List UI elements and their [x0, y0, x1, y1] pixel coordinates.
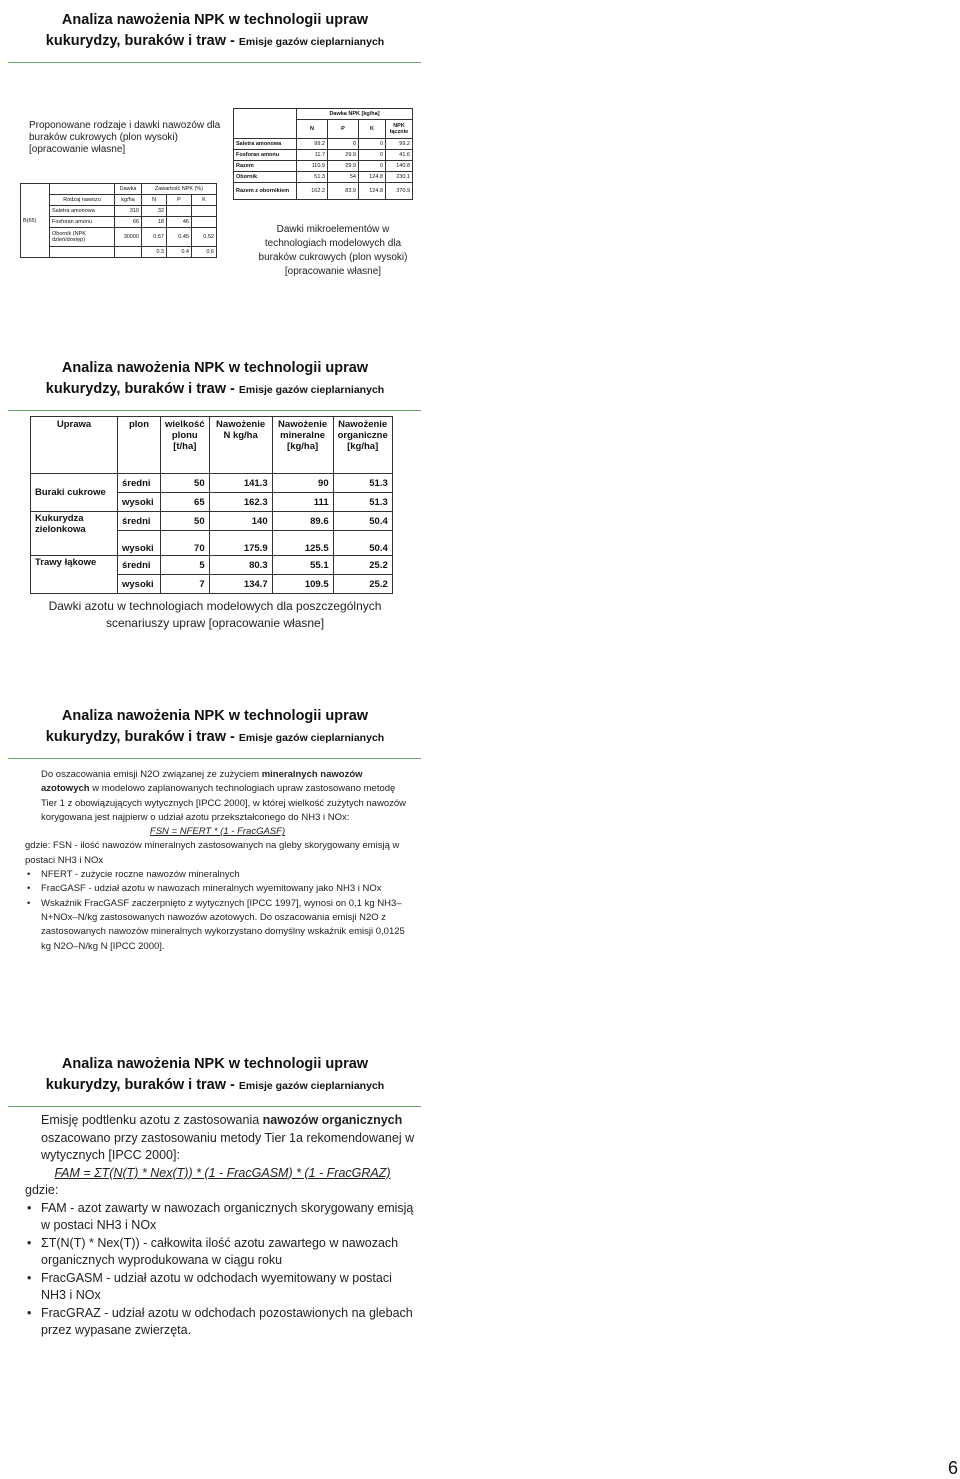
list-item: • Wskaźnik FracGASF zaczerpnięto z wytycznych [IPCC 1997], wynosi on 0,1 kg NH3–N+NOx–N/kg zastosowanych nawozów azotowych. Do oszacowania emisji N2O z zastosowanych nawozów mineralnych wykorzystano domyślny wskaźnik emisji 0,0125 kg N2O–N/kg N [IPCC 2000]. — [25, 897, 410, 954]
table-row: Kukurydza zielonkowa średni 50 140 89.6 50.4 — [31, 512, 393, 531]
title-divider — [8, 1106, 421, 1107]
table-row: wysoki 65 162.3 111 51.3 — [31, 493, 393, 512]
slide-title: Analiza nawożenia NPK w technologii upraw kukurydzy, buraków i traw - Emisje gazów cieplarnianych — [45, 708, 385, 745]
title-divider — [8, 410, 421, 411]
table-row: Fosforan amonu 66 18 46 — [21, 217, 217, 228]
formula-fsn: FSN = NFERT * (1 - FracGASF) — [149, 826, 286, 838]
nitrogen-dose-table: Uprawa plon wielkość plonu [t/ha] Nawożenie N kg/ha Nawożenie mineralne [kg/ha] Nawożenie organiczne [kg/ha] Buraki cukrowe średni 50 141.3 90 51.3 wysoki 65 162.3 111 51.3 Kukurydza zielonkowa średni 50 140 89.6 50.4 wysoki 70 175.9 125.5 50.4 Trawy łąkowe średni 5 80.3 55.1 25.2 wysoki 7 134.7 109.5 25.2 — [30, 416, 393, 594]
title-divider — [8, 758, 421, 759]
title-divider — [8, 62, 421, 63]
fertilizer-type-table: B(65) Dawka Zawartość NPK (%) Rodzaj nawozu kg/ha N P K Saletra amonowa 310 32 Fosforan amonu 66 18 46 Obornik (NPK dzień/dostęp) 30000 0.57 0.45 0.52 0.3 0.4 0.6 — [20, 183, 217, 258]
table-row: Buraki cukrowe średni 50 141.3 90 51.3 — [31, 474, 393, 493]
table-row: Trawy łąkowe średni 5 80.3 55.1 25.2 — [31, 556, 393, 575]
formula-fam: FAM = ΣT(N(T) * Nex(T)) * (1 - FracGASM) * (1 - FracGRAZ) — [54, 1165, 391, 1180]
table-row: Obornik (NPK dzień/dostęp) 30000 0.57 0.45 0.52 — [21, 228, 217, 247]
organic-method-text: Emisję podtlenku azotu z zastosowania nawozów organicznych oszacowano przy zastosowaniu metody Tier 1a rekomendowanej w wytycznych [IPCC 2000]: FAM = ΣT(N(T) * Nex(T)) * (1 - FracGASM) * (1 - FracGRAZ) gdzie: • FAM - azot zawarty w nawozach organicznych skorygowany emisją w postaci NH3 i NOx • ΣT(N(T) * Nex(T)) - całkowita ilość azotu zawartego w nawozach organicznych wyprodukowana w ciągu roku • FracGASM - udział azotu w odchodach wyemitowany w postaci NH3 i NOx • FracGRAZ - udział azotu w odchodach pozostawionych na glebach przez wypasane zwierzęta. — [25, 1112, 420, 1340]
slide-1 — [0, 0, 430, 330]
table-row: Saletra amonowa 310 32 — [21, 206, 217, 217]
list-item: • NFERT - zużycie roczne nawozów mineralnych — [25, 868, 410, 882]
table-row: wysoki 7 134.7 109.5 25.2 — [31, 575, 393, 594]
table-row: Fosforan amonu 11.7 29.9 0 41.6 — [234, 150, 413, 161]
left-caption: Proponowane rodzaje i dawki nawozów dla buraków cukrowych (plon wysoki) [opracowanie własne] — [29, 120, 221, 155]
slide-title: Analiza nawożenia NPK w technologii upraw kukurydzy, buraków i traw - Emisje gazów cieplarnianych — [45, 360, 385, 397]
table-row: Saletra amonowa 99.2 0 0 99.2 — [234, 139, 413, 150]
table-row: Razem z obornikiem 162.2 83.9 124.8 370.9 — [234, 183, 413, 200]
table-caption: Dawki azotu w technologiach modelowych dla poszczególnych scenariuszy upraw [opracowanie własne] — [48, 599, 382, 630]
table-row: wysoki 70 175.9 125.5 50.4 — [31, 531, 393, 556]
table-row: Razem 110.9 29.9 0 140.8 — [234, 161, 413, 172]
npk-dose-table: Dawka NPK [kg/ha] N P K NPK łącznie Saletra amonowa 99.2 0 0 99.2 Fosforan amonu 11.7 29.9 0 41.6 Razem 110.9 29.9 0 140.8 Obornik 51.3 54 124.8 230.1 Razem z obornikiem 162.2 83.9 124.8 370.9 — [233, 108, 413, 200]
list-item: • FracGRAZ - udział azotu w odchodach pozostawionych na glebach przez wypasane zwierzęta. — [25, 1305, 420, 1340]
table-row: 0.3 0.4 0.6 — [21, 247, 217, 258]
list-item: • FracGASM - udział azotu w odchodach wyemitowany w postaci NH3 i NOx — [25, 1270, 420, 1305]
slide-title: Analiza nawożenia NPK w technologii upraw kukurydzy, buraków i traw - Emisje gazów cieplarnianych — [45, 12, 385, 49]
table-row: Obornik 51.3 54 124.8 230.1 — [234, 172, 413, 183]
mineral-method-text: Do oszacowania emisji N2O związanej ze zużyciem mineralnych nawozów azotowych w modelowo zaplanowanych technologiach upraw zastosowano metodę Tier 1 z obowiązujących wytycznych [IPCC 2000], w której wielkość zużytych nawozów korygowana jest najpierw o udział azotu przekształconego do NH3 i NOx: FSN = NFERT * (1 - FracGASF) gdzie: FSN - ilość nawozów mineralnych zastosowanych na gleby skorygowany emisją w postaci NH3 i NOx • NFERT - zużycie roczne nawozów mineralnych • FracGASF - udział azotu w nawozach mineralnych wyemitowany jako NH3 i NOx • Wskaźnik FracGASF zaczerpnięto z wytycznych [IPCC 1997], wynosi on 0,1 kg NH3–N+NOx–N/kg zastosowanych nawozów azotowych. Do oszacowania emisji N2O z zastosowanych nawozów mineralnych wykorzystano domyślny wskaźnik emisji 0,0125 kg N2O–N/kg N [IPCC 2000]. — [25, 768, 410, 954]
slide-title: Analiza nawożenia NPK w technologii upraw kukurydzy, buraków i traw - Emisje gazów cieplarnianych — [45, 1056, 385, 1093]
list-item: • FracGASF - udział azotu w nawozach mineralnych wyemitowany jako NH3 i NOx — [25, 882, 410, 896]
list-item: • FAM - azot zawarty w nawozach organicznych skorygowany emisją w postaci NH3 i NOx — [25, 1200, 420, 1235]
list-item: • ΣT(N(T) * Nex(T)) - całkowita ilość azotu zawartego w nawozach organicznych wyprodukowana w ciągu roku — [25, 1235, 420, 1270]
right-caption: Dawki mikroelementów w technologiach modelowych dla buraków cukrowych (plon wysoki) [opracowanie własne] — [258, 224, 408, 277]
page-number: 6 — [947, 1458, 958, 1478]
